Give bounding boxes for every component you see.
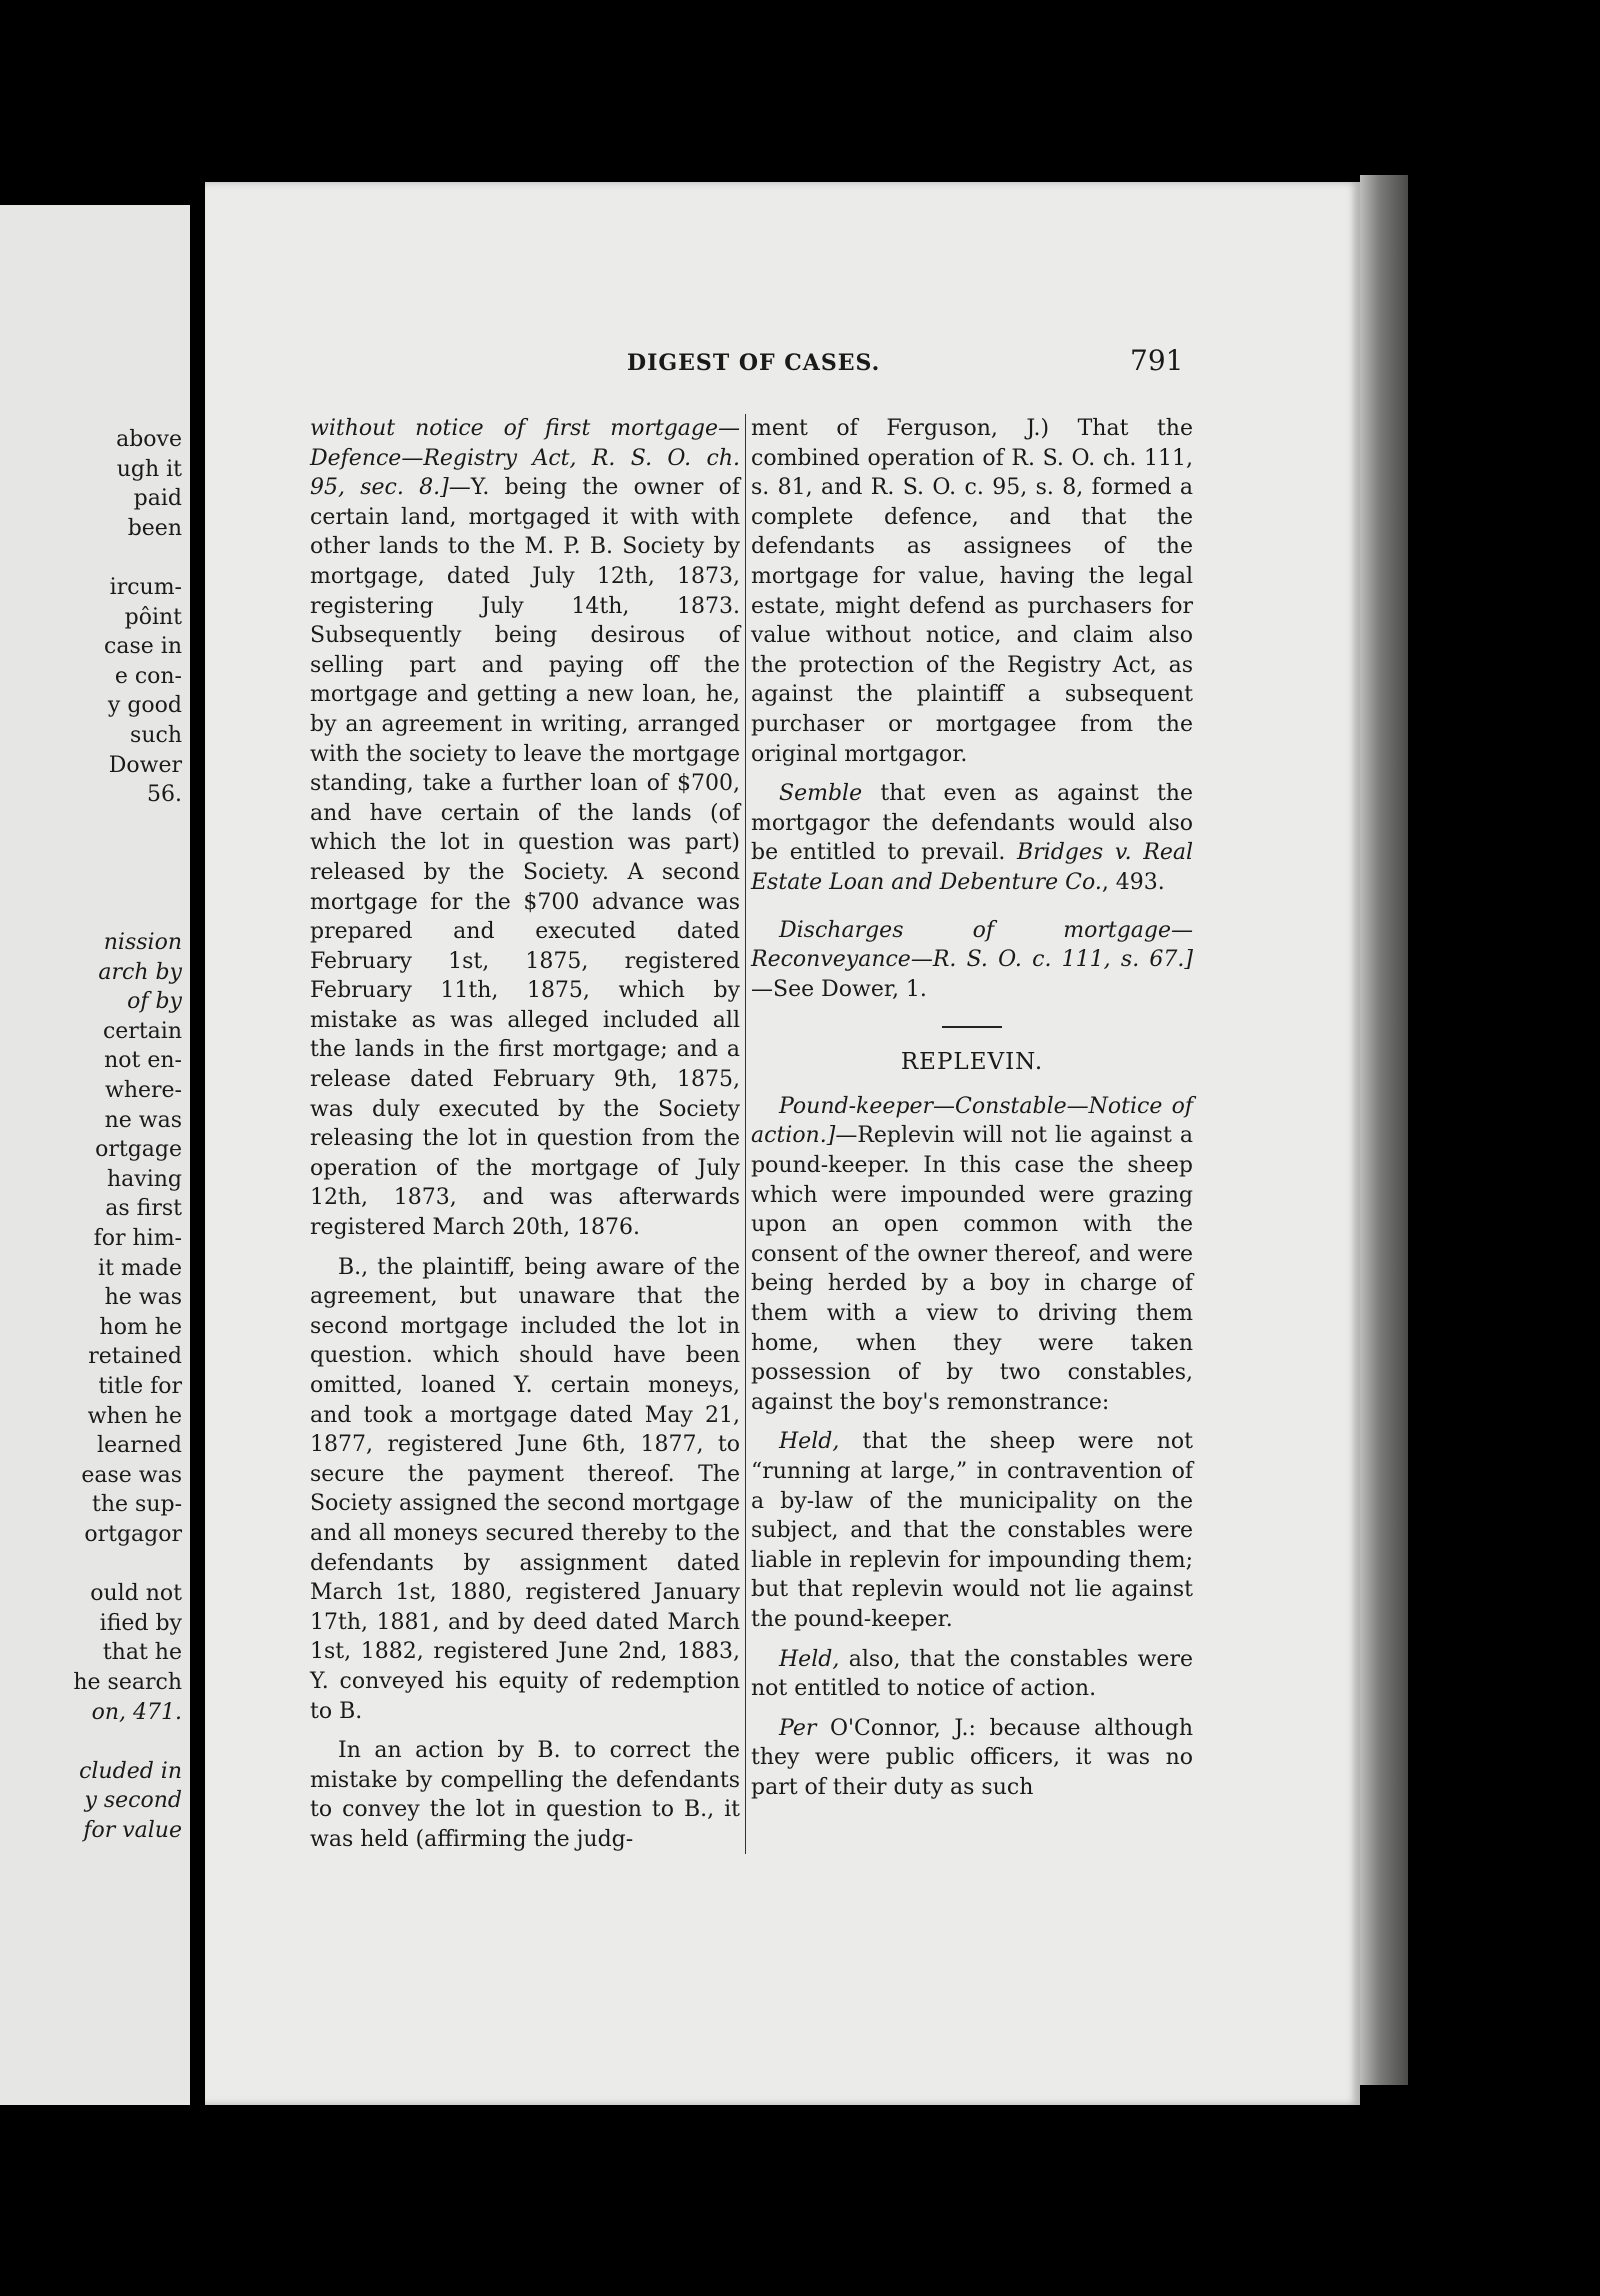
margin-fragment: retained [88,1344,182,1370]
paragraph [751,1645,1193,1704]
held-text: also, that the constables were not entitled to notice of action. [751,1646,1193,1702]
held-label: Held, [779,1646,840,1672]
margin-fragment: where- [105,1078,182,1104]
margin-fragment: such [130,722,182,748]
paragraph: In an action by B. to correct the mistake by compelling the defendants to convey the lot in question to B., it was held (affirming the judg- [310,1738,740,1852]
paragraph: ment of Ferguson, J.) That the combined operation of R. S. O. ch. 111, s. 81, and R. S. O. c. 95, s. 8, formed a complete defence, and that the defendants as assignees of the mortgage for value, having the legal estate, might defend as purchasers for value without notice, and claim also the protection of the Registry Act, as against the plaintiff a subsequent purchaser or mortgagee from the original mortgagor. [751,416,1193,767]
section-heading: REPLEVIN. [900,1049,1044,1076]
running-head [205,344,1360,390]
margin-fragment: paid [133,486,182,512]
margin-fragment [0,810,190,840]
margin-fragment: y second [84,1788,182,1814]
margin-fragment: of by [127,989,182,1015]
semble-label: Semble [779,781,863,807]
semble-text: that even as against the mortgagor the defendants would also be entitled to prevail. [751,781,1193,866]
held-label: Held, [779,1429,840,1455]
margin-fragment: certain [102,1018,182,1044]
margin-fragment [0,543,190,573]
margin-fragment: nission [103,930,182,956]
margin-fragment: he search [73,1669,182,1695]
case-citation: Bridges v. Real Estate Loan and Debenture Co. [751,840,1194,895]
paragraph [751,779,1193,897]
margin-fragment: it made [98,1255,182,1281]
margin-fragment [0,1727,190,1757]
margin-fragment: ified by [99,1610,182,1636]
paragraph [751,1714,1193,1803]
left-column [310,414,740,1865]
margin-fragment: for value [83,1817,182,1843]
margin-fragment: not en- [104,1048,182,1074]
previous-page-fragment [0,205,190,2105]
book-page [205,182,1360,2105]
book-gutter [190,190,206,2110]
margin-fragment [0,869,190,899]
margin-fragment [0,1550,190,1580]
case-text: —Replevin will not lie against a pound-keeper. In this case the sheep which were impounded were grazing upon an open common with the consent of the owner thereof, and were being herded by a boy in charge of them with a view to driving them home, when they were taken possession of by two constables, against the boy's remonstrance: [751,1123,1193,1415]
paragraph: B., the plaintiff, being aware of the agreement, but unaware that the second mortgage included the lot in question. which should have been omitted, loaned Y. certain moneys, and took a mortgage dated May 21, 1877, registered June 6th, 1877, to secure the payment thereof. The Society assigned the second mortgage and all moneys secured thereby to the defendants by assignment dated March 1st, 1880, registered January 17th, 1881, and by deed dated March 1st, 1882, registered June 2nd, 1883, Y. conveyed his equity of redemption to B. [310,1254,740,1724]
margin-fragment: for him- [93,1226,182,1252]
margin-fragment: learned [97,1433,182,1459]
margin-fragment: ne was [104,1107,182,1133]
margin-fragment: arch by [98,959,182,985]
margin-fragment [0,839,190,869]
citation-page: , 493. [1101,869,1165,895]
page-number: 791 [1130,344,1184,377]
margin-fragment: ortgagor [84,1521,182,1547]
column-rule [745,414,746,1854]
margin-fragment: ould not [90,1581,182,1607]
held-text: that the sheep were not “running at large,” in contravention of a by-law of the municipality on the subject, and that the constables were liable in replevin for impounding them; but that replevin would not lie against the pound-keeper. [751,1429,1193,1632]
margin-fragment: ircum- [109,574,182,600]
margin-fragment: e con- [114,663,182,689]
page-edge [1360,175,1408,2085]
margin-fragment: ease was [81,1462,182,1488]
margin-fragment: that he [102,1640,182,1666]
margin-fragment: been [127,515,182,541]
margin-fragment: y good [107,693,182,719]
margin-fragment: when he [87,1403,182,1429]
margin-fragment: Dower [108,752,182,778]
margin-fragment: cluded in [79,1758,182,1784]
right-column [751,414,1193,1813]
paragraph [751,1092,1193,1418]
case-headnote: Pound-keeper—Constable—Notice of action.] [751,1093,1193,1149]
margin-fragment: above [116,427,182,452]
case-text: —See Dower, 1. [751,976,927,1002]
paragraph [751,1427,1193,1634]
margin-fragment: having [106,1166,182,1192]
paragraph [751,916,1193,1005]
section-divider [942,1026,1002,1028]
margin-fragment: he was [104,1285,182,1311]
margin-fragment: ugh it [116,456,182,482]
margin-fragment: on, 471. [91,1699,182,1725]
case-headnote: Discharges of mortgage—Reconveyance—R. S. O. c. 111, s. 67.] [751,917,1193,973]
margin-fragment: pôint [124,604,182,630]
margin-fragment [0,899,190,929]
paragraph [310,414,740,1243]
margin-fragment: the sup- [92,1492,182,1518]
margin-fragment: case in [104,634,182,660]
case-headnote: without notice of first mortgage—Defence—Registry Act, R. S. O. ch. 95, sec. 8.] [310,416,740,501]
per-label: Per [779,1715,817,1741]
margin-fragment: as first [105,1196,182,1222]
per-text: O'Connor, J.: because although they were public officers, it was no part of their duty as such [751,1715,1193,1800]
margin-fragment: 56. [147,782,182,808]
margin-fragment: title for [98,1374,182,1399]
margin-fragment: hom he [99,1314,182,1340]
running-title: DIGEST OF CASES. [627,350,881,376]
margin-fragment: ortgage [95,1137,182,1163]
case-text: —Y. being the owner of certain land, mortgaged it with with other lands to the M. P. B. Society by mortgage, dated July 12th, 1873, registering July 14th, 1873. Subsequently being desirous of selling part and paying off the mortgage and getting a new loan, he, by an agreement in writing, arranged with the society to leave the mortgage standing, take a further loan of $700, and have certain of the lands (of which the lot in question was part) released by the Society. A second mortgage for the $700 advance was prepared and executed dated February 1st, 1875, registered February 11th, 1875, which by mistake as was alleged included all the lands in the first mortgage; and a release dated February 9th, 1875, was duly executed by the Society releasing the lot in question from the operation of the mortgage of July 12th, 1873, and was afterwards registered March 20th, 1876. [310,475,740,1241]
